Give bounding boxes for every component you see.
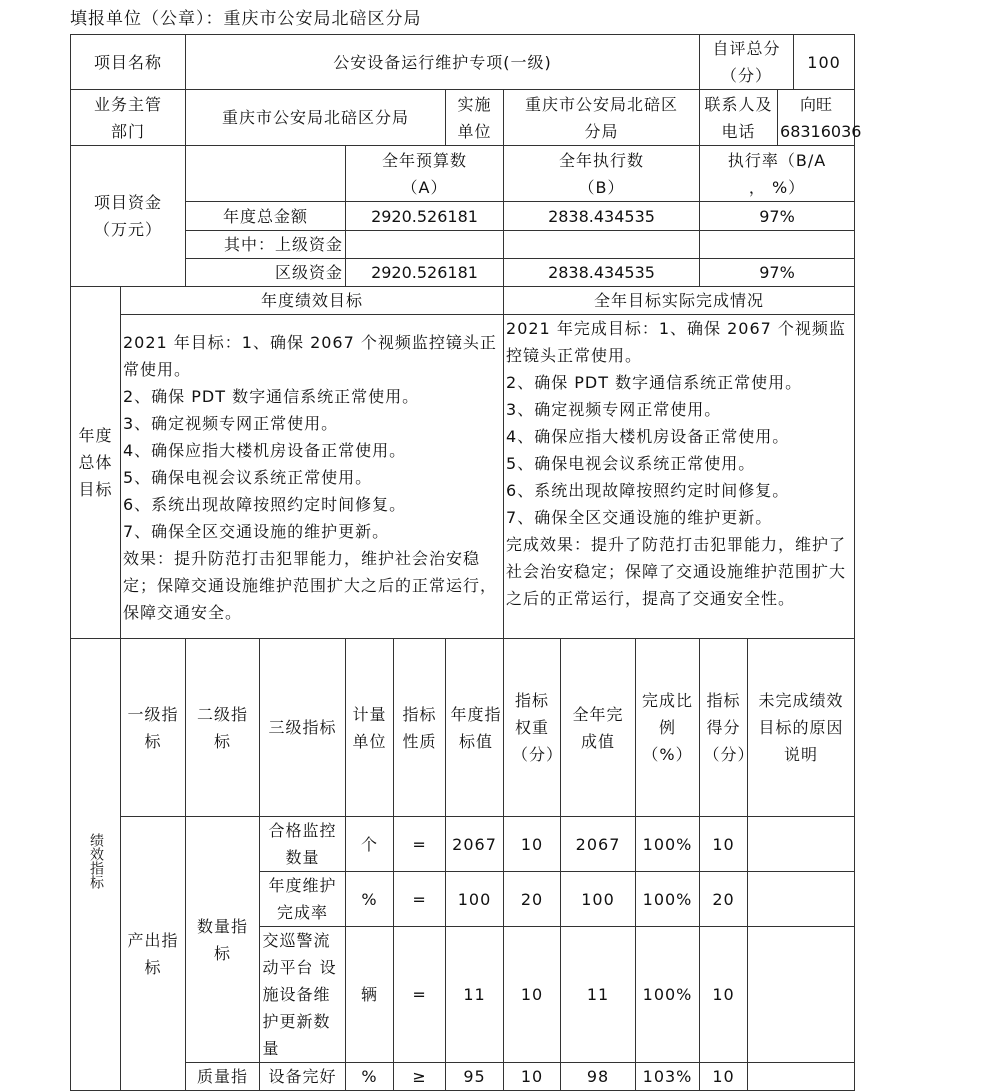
indicator-target: 95 — [446, 1063, 504, 1091]
indicator-nature: = — [394, 817, 446, 872]
col-unit: 计量单位 — [346, 639, 394, 817]
funds-row — [71, 259, 855, 287]
col-target: 年度指标值 — [446, 639, 504, 817]
indicator-weight: 10 — [504, 927, 561, 1063]
indicator-reason — [748, 872, 855, 927]
goals-label: 年度总体目标 — [71, 287, 121, 639]
goals-header-row — [71, 287, 855, 315]
funds-row — [71, 202, 855, 231]
indicator-name: 交巡警流动平台 设施设备维护更新数量 — [260, 927, 346, 1063]
indicator-name: 年度维护完成率 — [260, 872, 346, 927]
indicator-target: 100 — [446, 872, 504, 927]
department-row — [71, 90, 855, 146]
funds-header-row — [71, 146, 855, 202]
indicator-actual: 98 — [561, 1063, 636, 1091]
funds-exec: 2838.434535 — [504, 202, 700, 231]
col-score: 指标得分（分） — [700, 639, 748, 817]
funds-exec — [504, 231, 700, 259]
col-target: 年度绩效目标 — [121, 287, 504, 315]
funds-row-label: 区级资金 — [186, 259, 346, 287]
funds-rate: 97% — [700, 259, 855, 287]
indicator-ratio: 100% — [636, 927, 700, 1063]
indicator-header-row — [71, 639, 855, 817]
funds-label: 项目资金（万元） — [71, 146, 186, 287]
col-actual: 全年目标实际完成情况 — [504, 287, 855, 315]
contact-label: 联系人及电话 — [700, 90, 778, 146]
funds-row — [71, 231, 855, 259]
col-level2: 二级指标 — [186, 639, 260, 817]
level2-quality: 质量指 — [186, 1063, 260, 1091]
funds-blank-header — [186, 146, 346, 202]
indicator-unit: 个 — [346, 817, 394, 872]
indicator-nature: ≥ — [394, 1063, 446, 1091]
actual-text: 2021 年完成目标：1、确保 2067 个视频监控镜头正常使用。 2、确保 PDT 数字通信系统正常使用。 3、确定视频专网正常使用。 4、确保应指大楼机房设备正常使用。 5、确保电视会议系统正常使用。 6、系统出现故障按照约定时间修复。 7、确保全区交通设施的维护更新。 完成效果：提升了防范打击犯罪能力，维护了社会治安稳定；保障了交通设施维护范围扩大之后的正常运行，提高了交通安全性。 — [504, 315, 855, 639]
indicator-nature: = — [394, 927, 446, 1063]
col-ratio: 完成比例（%） — [636, 639, 700, 817]
indicator-row — [71, 817, 855, 872]
impl-label: 实施单位 — [446, 90, 504, 146]
indicator-reason — [748, 927, 855, 1063]
self-score: 100 — [794, 35, 855, 90]
indicator-unit: % — [346, 872, 394, 927]
indicator-ratio: 100% — [636, 872, 700, 927]
col-nature: 指标性质 — [394, 639, 446, 817]
funds-rate: 97% — [700, 202, 855, 231]
project-name-label: 项目名称 — [71, 35, 186, 90]
indicator-score: 10 — [700, 1063, 748, 1091]
impl: 重庆市公安局北碚区分局 — [504, 90, 700, 146]
indicator-score: 10 — [700, 817, 748, 872]
indicator-target: 11 — [446, 927, 504, 1063]
report-unit-header: 填报单位（公章）：重庆市公安局北碚区分局 — [70, 9, 422, 29]
indicator-score: 10 — [700, 927, 748, 1063]
col-exec: 全年执行数（B） — [504, 146, 700, 202]
indicator-reason — [748, 817, 855, 872]
indicator-weight: 10 — [504, 1063, 561, 1091]
col-actual: 全年完成值 — [561, 639, 636, 817]
level1-output: 产出指标 — [121, 817, 186, 1091]
indicator-weight: 20 — [504, 872, 561, 927]
col-budget: 全年预算数（A） — [346, 146, 504, 202]
col-rate: 执行率（B/A ， %） — [700, 146, 855, 202]
indicator-row — [71, 1063, 855, 1091]
indicators-label: 绩效指标 — [71, 639, 121, 1091]
col-reason: 未完成绩效目标的原因说明 — [748, 639, 855, 817]
target-text: 2021 年目标：1、确保 2067 个视频监控镜头正常使用。 2、确保 PDT 数字通信系统正常使用。 3、确定视频专网正常使用。 4、确保应指大楼机房设备正常使用。 5、确保电视会议系统正常使用。 6、系统出现故障按照约定时间修复。 7、确保全区交通设施的维护更新。 效果：提升防范打击犯罪能力，维护社会治安稳定；保障交通设施维护范围扩大之后的正常运行，保障交通安全。 — [121, 315, 504, 639]
col-weight: 指标权重（分） — [504, 639, 561, 817]
indicator-target: 2067 — [446, 817, 504, 872]
indicator-name: 设备完好 — [260, 1063, 346, 1091]
indicator-actual: 100 — [561, 872, 636, 927]
indicator-unit: % — [346, 1063, 394, 1091]
performance-table — [70, 34, 862, 1091]
indicator-name: 合格监控数量 — [260, 817, 346, 872]
level2-quantity: 数量指标 — [186, 817, 260, 1063]
indicator-unit: 辆 — [346, 927, 394, 1063]
funds-row-label: 年度总金额 — [186, 202, 346, 231]
dept: 重庆市公安局北碚区分局 — [186, 90, 446, 146]
indicator-actual: 11 — [561, 927, 636, 1063]
indicator-ratio: 103% — [636, 1063, 700, 1091]
funds-rate — [700, 231, 855, 259]
project-name: 公安设备运行维护专项(一级) — [186, 35, 700, 90]
funds-row-label: 其中：上级资金 — [186, 231, 346, 259]
funds-budget: 2920.526181 — [346, 259, 504, 287]
funds-budget — [346, 231, 504, 259]
contact: 向旺 68316036 — [778, 90, 855, 146]
funds-budget: 2920.526181 — [346, 202, 504, 231]
indicator-reason — [748, 1063, 855, 1091]
indicator-nature: = — [394, 872, 446, 927]
dept-label: 业务主管部门 — [71, 90, 186, 146]
indicator-weight: 10 — [504, 817, 561, 872]
indicator-score: 20 — [700, 872, 748, 927]
funds-exec: 2838.434535 — [504, 259, 700, 287]
goals-content-row — [71, 315, 855, 639]
col-level1: 一级指标 — [121, 639, 186, 817]
indicator-actual: 2067 — [561, 817, 636, 872]
self-score-label: 自评总分（分） — [700, 35, 794, 90]
indicator-ratio: 100% — [636, 817, 700, 872]
col-level3: 三级指标 — [260, 639, 346, 817]
project-name-row — [71, 35, 855, 90]
